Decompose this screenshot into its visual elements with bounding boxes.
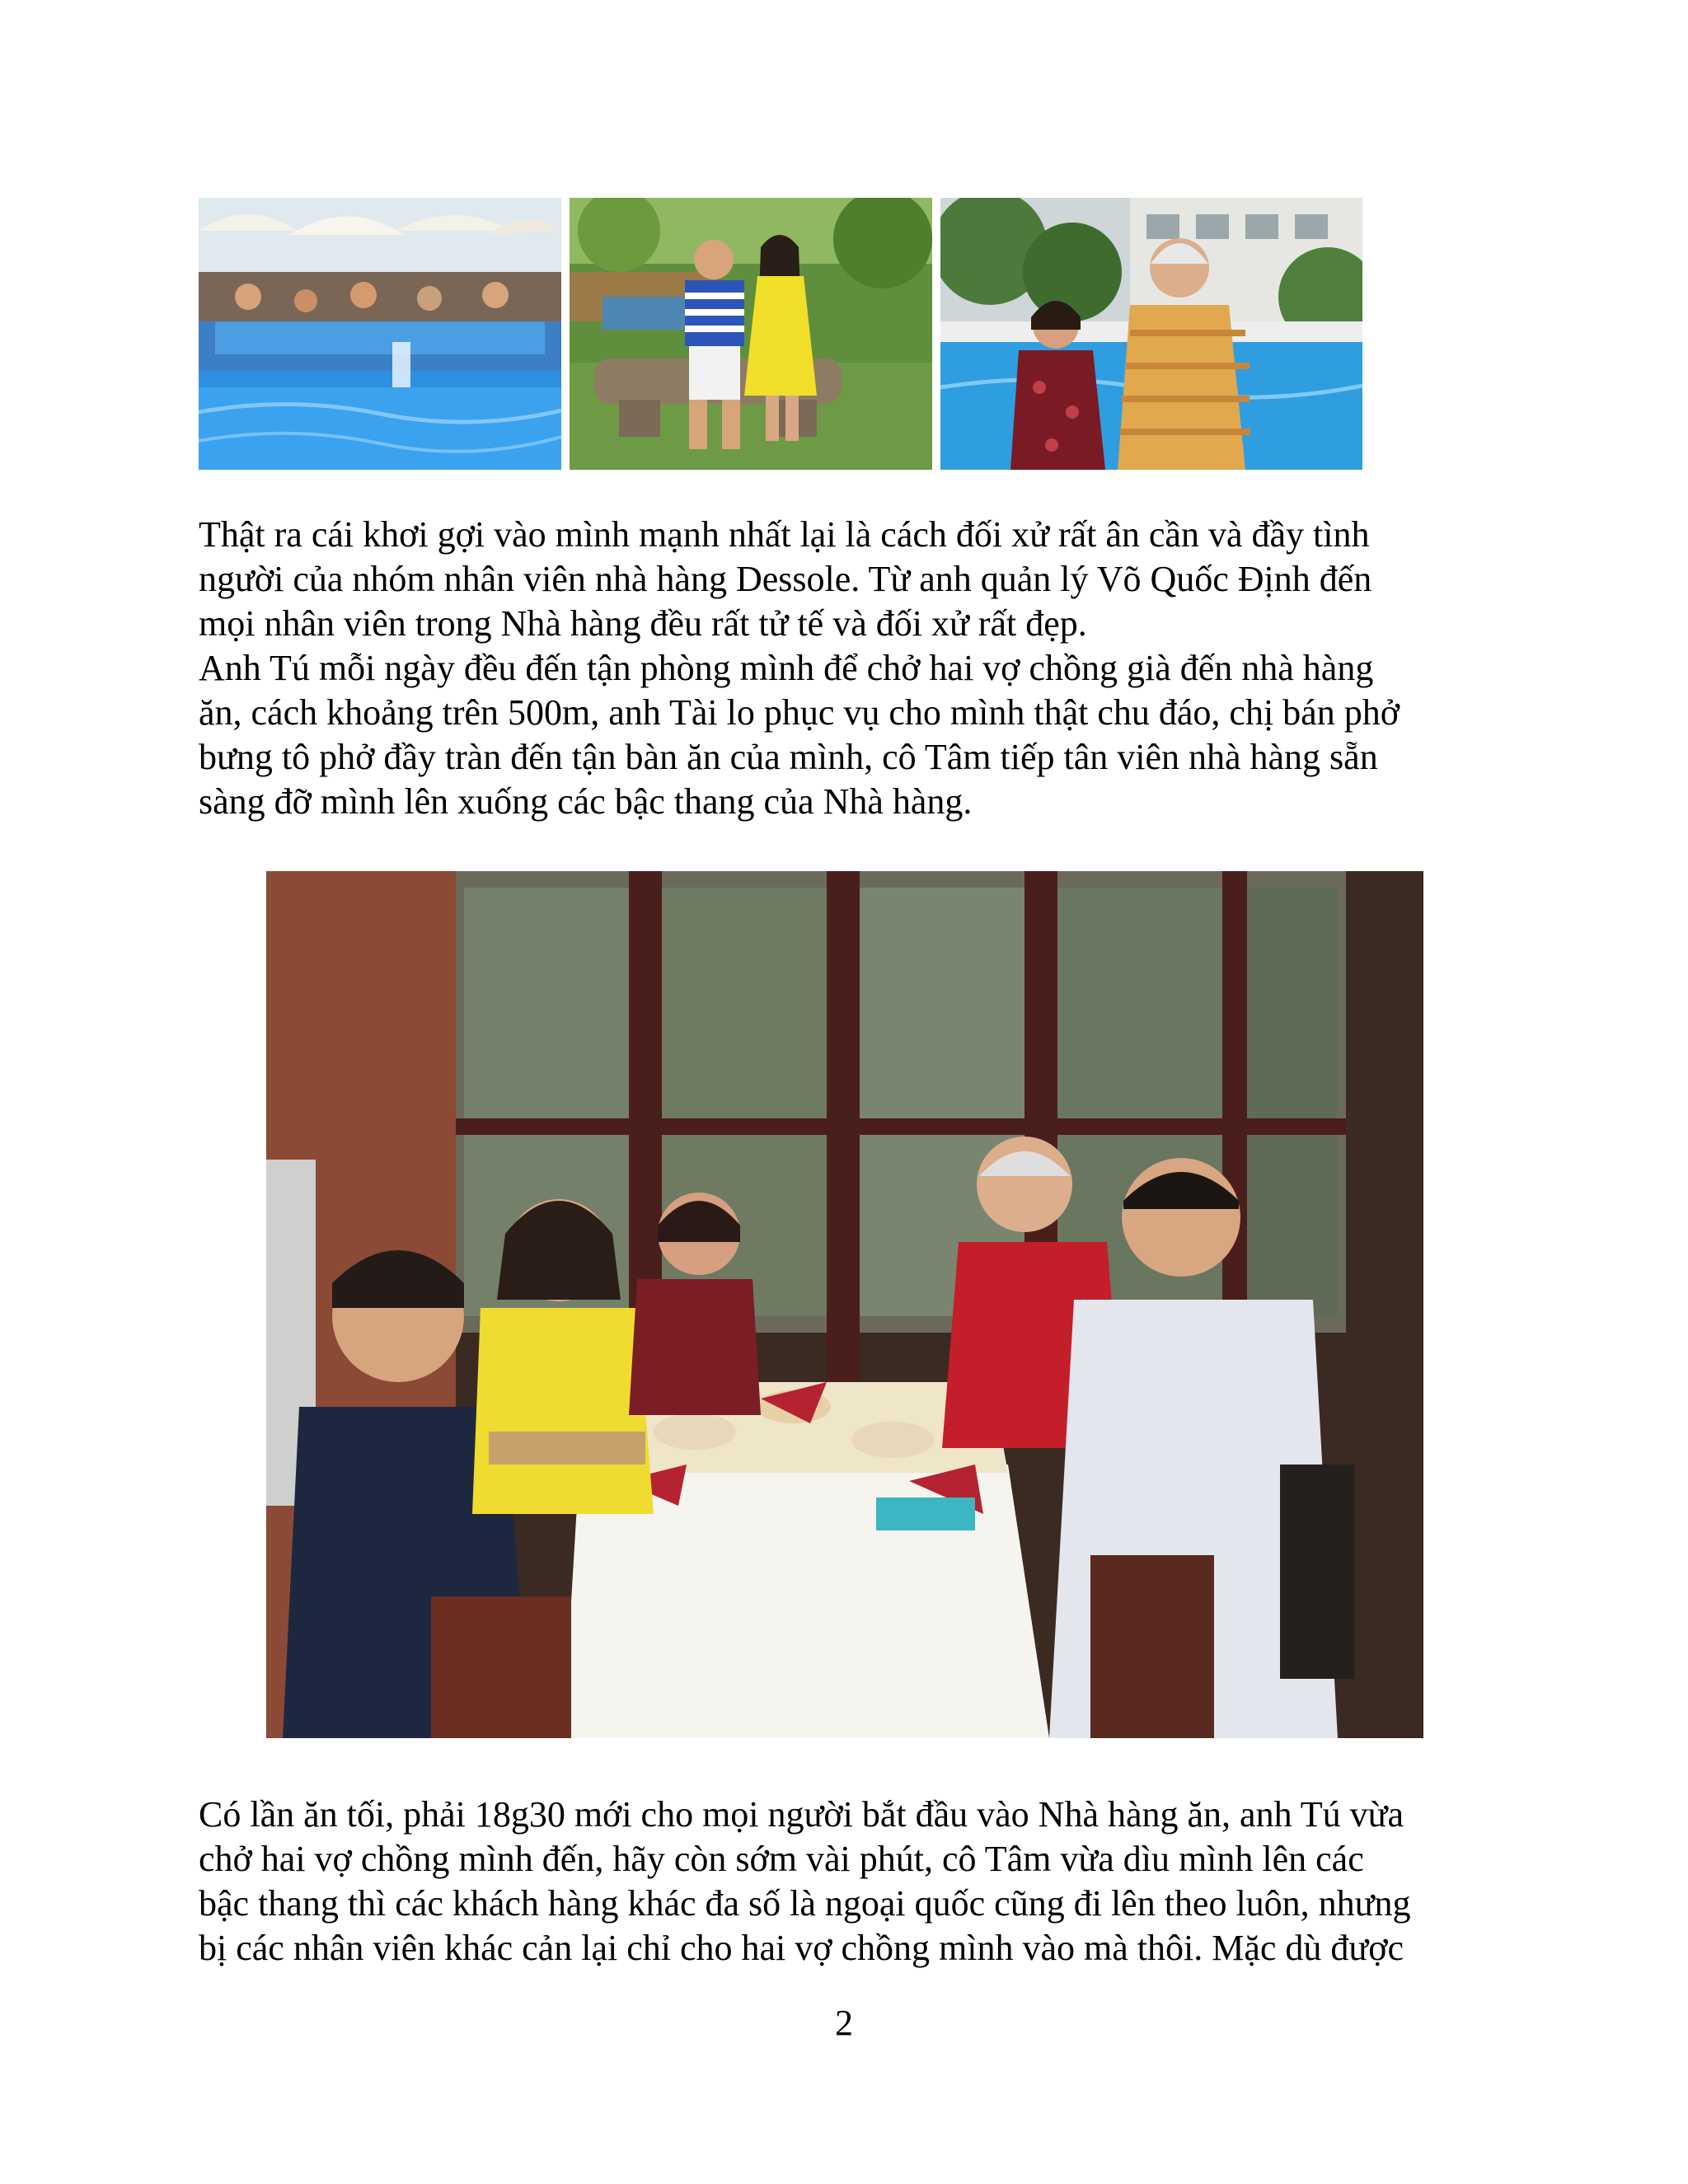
- paragraph-2: Có lần ăn tối, phải 18g30 mới cho mọi người bắt đầu vào Nhà hàng ăn, anh Tú vừa chở hai vợ chồng mình đến, hãy còn sớm vài phút, cô Tâm vừa dìu mình lên các bậc thang thì các khách hàng khác đa số là ngoại quốc cũng đi lên theo luôn, nhưng bị các nhân viên khác cản lại chỉ cho hai vợ chồng mình vào mà thôi. Mặc dù được: [199, 1794, 1411, 1968]
- photo-family-dinner: [266, 871, 1423, 1738]
- photo-elderly-couple-poolside: [940, 198, 1362, 470]
- page-number: 2: [835, 2003, 853, 2043]
- paragraph-1: Thật ra cái khơi gợi vào mình mạnh nhất lại là cách đối xử rất ân cần và đầy tình người của nhóm nhân viên nhà hàng Dessole. Từ anh quản lý Võ Quốc Định đến mọi nhân viên trong Nhà hàng đều rất tử tế và đối xử rất đẹp. Anh Tú mỗi ngày đều đến tận phòng mình để chở hai vợ chồng già đến nhà hàng ăn, cách khoảng trên 500m, anh Tài lo phục vụ cho mình thật chu đáo, chị bán phở bưng tô phở đầy tràn đến tận bàn ăn của mình, cô Tâm tiếp tân viên nhà hàng sẵn sàng đỡ mình lên xuống các bậc thang của Nhà hàng.: [199, 514, 1400, 822]
- photo-pool-exercise: [199, 198, 561, 470]
- photo-couple-on-bench: [570, 198, 932, 470]
